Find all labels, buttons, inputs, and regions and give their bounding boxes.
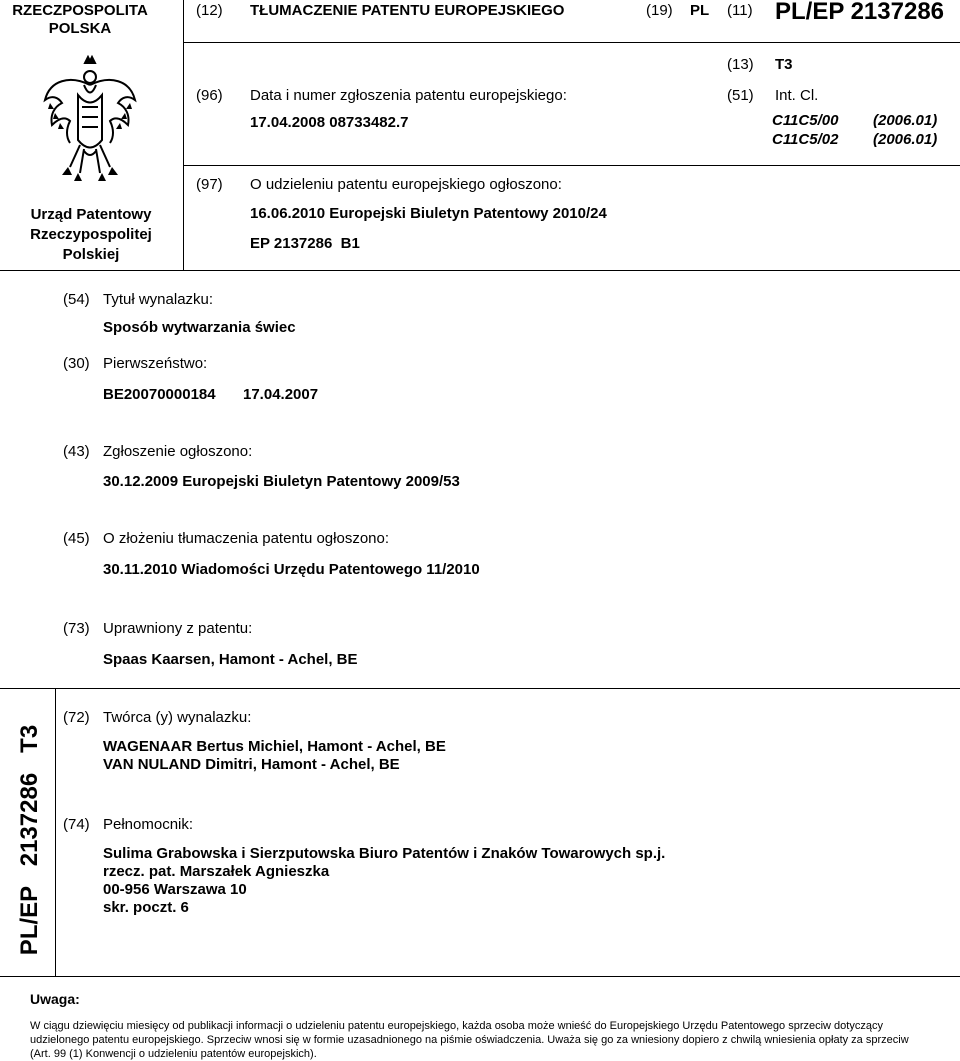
section-rule	[0, 270, 960, 271]
code-19: (19)	[646, 2, 673, 19]
code-43: (43)	[63, 443, 90, 460]
attorney-line: Sulima Grabowska i Sierzputowska Biuro Patentów i Znaków Towarowych sp.j.	[103, 845, 666, 862]
patent-page: RZECZPOSPOLITA POLSKA (12) TŁUMACZENIE PATENTU EUROPEJSKIEGO (19) PL (11) PL/EP 2137286 Urząd Patentowy Rzeczypospolitej Polskiej (13) T3 (96) Data i numer zgłoszenia patentu europejskiego: 17.04.2008 08733482.7 (51) Int. Cl. C11C5/00 (2006.01) C11C5/02 (2006.01) (97) O udzieleniu patentu europejskiego ogłoszono: 16.06.2010 Europejski Biuletyn Patentowy 2010/24 EP 2137286 B1 (54) Tytuł wynalazku: Sposób wytwarzania świec (30) Pierwszeństwo: BE20070000184 17.04.2007 (43) Zgłoszenie ogłoszono: 30.12.2009 Europejski Biuletyn Patentowy 2009/53 (45) O złożeniu tłumaczenia patentu ogłoszono: 30.11.2010 Wiadomości Urzędu Patentowego 11/2010 (73) Uprawniony z patentu: Spaas Kaarsen, Hamont - Achel, BE PL/EP 2137286 T3 (72) Twórca (y) wynalazku: WAGENAAR Bertus Michiel, Hamont - Achel, BE VAN NULAND Dimitri, Hamont - Achel, BE (74) Pełnomocnik: Sulima Grabowska i Sierzputowska Biuro Patentów i Znaków Towarowych sp.j. rzecz. pat. Marszałek Agnieszka 00-956 Warszawa 10 skr. poczt. 6 Uwaga: W ciągu dziewięciu miesięcy od publikacji informacji o udzieleniu patentu europejskiego, każda osoba może wnieść do Europejskiego Urzędu Patentowego sprzeciw dotyczący udzielonego patentu europejskiego. Sprzeciw wnosi się w formie uzasadnionego na piśmie oświadczenia. Uważa się go za wniesiony dopiero z chwilą wniesienia opłaty za sprzeciw (Art. 99 (1) Konwencji o udzieleniu patentów europejskich).	[0, 0, 960, 1061]
inventors-label: Twórca (y) wynalazku:	[103, 709, 252, 726]
invention-title: Sposób wytwarzania świec	[103, 319, 296, 336]
patent-office-name: Urząd Patentowy Rzeczypospolitej Polskiej	[30, 206, 152, 263]
attorney-line: rzecz. pat. Marszałek Agnieszka	[103, 863, 330, 880]
header-rule	[184, 165, 960, 166]
attorney-label: Pełnomocnik:	[103, 816, 194, 833]
kind-code: T3	[775, 56, 793, 73]
grant-value: 16.06.2010 Europejski Biuletyn Patentowy 2010/24	[250, 205, 607, 222]
attorney-line: skr. poczt. 6	[103, 899, 189, 916]
country-code: PL	[690, 2, 710, 19]
code-73: (73)	[63, 620, 90, 637]
code-11: (11)	[727, 2, 753, 19]
header-divider	[183, 0, 184, 270]
application-value: 17.04.2008 08733482.7	[250, 114, 409, 131]
header-rule	[184, 42, 960, 43]
translation-label: O złożeniu tłumaczenia patentu ogłoszono:	[103, 530, 390, 547]
eagle-emblem-icon	[40, 55, 140, 185]
code-96: (96)	[196, 87, 223, 104]
code-13: (13)	[727, 56, 754, 73]
publication-value: 30.12.2009 Europejski Biuletyn Patentowy 2009/53	[103, 473, 460, 490]
document-type: TŁUMACZENIE PATENTU EUROPEJSKIEGO	[250, 2, 565, 19]
application-label: Data i numer zgłoszenia patentu europejskiego:	[250, 87, 567, 104]
classification-label: Int. Cl.	[775, 87, 819, 104]
attorney-line: 00-956 Warszawa 10	[103, 881, 247, 898]
class-year: (2006.01)	[873, 112, 938, 129]
code-51: (51)	[727, 87, 754, 104]
inventor-name: WAGENAAR Bertus Michiel, Hamont - Achel, BE	[103, 738, 446, 755]
note-title: Uwaga:	[30, 991, 80, 1007]
code-45: (45)	[63, 530, 90, 547]
grant-label: O udzieleniu patentu europejskiego ogłoszono:	[250, 176, 562, 193]
priority-number: BE20070000184	[103, 386, 216, 403]
code-12: (12)	[196, 2, 223, 19]
section-rule	[0, 688, 960, 689]
code-74: (74)	[63, 816, 90, 833]
section-rule	[0, 976, 960, 977]
class-item: C11C5/00	[772, 112, 839, 129]
inventor-name: VAN NULAND Dimitri, Hamont - Achel, BE	[103, 756, 400, 773]
code-54: (54)	[63, 291, 90, 308]
patent-number: PL/EP 2137286	[775, 0, 945, 25]
side-divider	[55, 688, 56, 976]
title-label: Tytuł wynalazku:	[103, 291, 214, 308]
class-year: (2006.01)	[873, 131, 938, 148]
class-item: C11C5/02	[772, 131, 839, 148]
code-97: (97)	[196, 176, 223, 193]
translation-value: 30.11.2010 Wiadomości Urzędu Patentowego 11/2010	[103, 561, 480, 578]
publication-label: Zgłoszenie ogłoszono:	[103, 443, 253, 460]
code-72: (72)	[63, 709, 90, 726]
proprietor-value: Spaas Kaarsen, Hamont - Achel, BE	[103, 651, 358, 668]
priority-date: 17.04.2007	[243, 386, 319, 403]
ep-number: EP 2137286 B1	[250, 235, 360, 252]
priority-label: Pierwszeństwo:	[103, 355, 208, 372]
country-name: RZECZPOSPOLITA POLSKA	[12, 2, 148, 37]
proprietor-label: Uprawniony z patentu:	[103, 620, 253, 637]
code-30: (30)	[63, 355, 90, 372]
note-text: W ciągu dziewięciu miesięcy od publikacji informacji o udzieleniu patentu europejskiego, każda osoba może wnieść do Europejskiego Urzędu Patentowego sprzeciw dotyczący udzielonego patentu europejskiego. Sprzeciw wnosi się w formie uzasadnionego na piśmie oświadczenia. Uważa się go za wniesiony dopiero z chwilą wniesienia opłaty za sprzeciw (Art. 99 (1) Konwencji o udzieleniu patentów europejskich).	[30, 1020, 909, 1060]
